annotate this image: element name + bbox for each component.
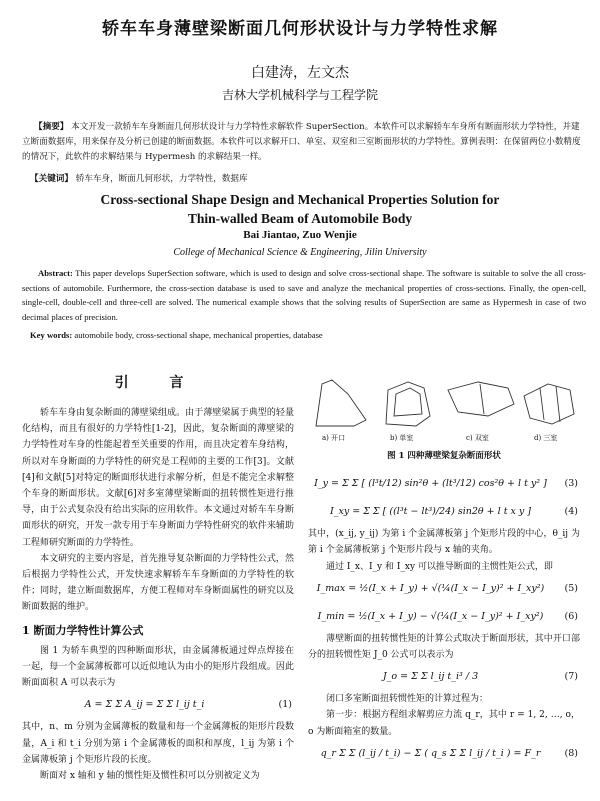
section-1-paragraph-1: 图 1 为轿车典型的四种断面形状，由金属薄板通过焊点焊接在一起，每一个金属薄板都可以近似地认为由小的矩形片段组成。因此断面面积 A 可以表示为	[22, 645, 294, 689]
equation-5-body: I_max = ½(I_x + I_y) + √(¼(I_x − I_y)² + I_xy²)	[316, 582, 545, 594]
section-1-paragraph-2: 其中，n、m 分别为金属薄板的数量和每一个金属薄板的矩形片段数量，A_i 和 t_i 分别为第 i 个金属薄板的面积和厚度，l_ij 为第 i 个金属薄板第 j 个矩形片段的长度。	[22, 722, 294, 765]
equation-5	[308, 575, 580, 603]
cross-section-shapes-figure	[308, 376, 580, 432]
figure-label-a: a) 开口	[322, 434, 346, 442]
right-paragraph-4: 闭口多室断面扭转惯性矩的计算过程为：	[326, 694, 489, 705]
paper-title-cn: 轿车车身薄壁梁断面几何形状设计与力学特性求解	[102, 19, 498, 39]
abstract-cn	[22, 120, 586, 165]
affiliation-cn: 吉林大学机械科学与工程学院	[221, 88, 378, 102]
right-column	[308, 372, 580, 768]
figure-label-b: b) 单室	[390, 434, 414, 442]
figure-1	[308, 376, 580, 446]
abstract-en-text: This paper develops SuperSection software, which is used to design and solve cross-sectional shape. The software is suitable to solve the all cross-sections of automobile. Furthermore, the cross-section database is used to save and analyze the mechanical properties of cross-sections. Finally, the open-cell, single-cell, double-cell and three-cell are solved. The numerical example shows that the solving results of SuperSection are same as Hypermesh in case of two decimal places of precision.	[22, 268, 586, 322]
equation-6-body: I_min = ½(I_x + I_y) − √(¼(I_x − I_y)² + I_xy²)	[317, 610, 544, 622]
equation-7	[308, 663, 580, 691]
figure-label-d: d) 三室	[534, 434, 558, 442]
equation-3-number: (3)	[564, 478, 578, 490]
equation-1-number: (1)	[278, 699, 292, 711]
intro-paragraph-2: 本文研究的主要内容是，首先推导复杂断面的力学特性公式，然后根据力学特性公式，开发快速求解轿车车身断面的力学特性的软件；同时，建立断面数据库，方便工程师对车身断面属性的研究以及断面数据的维护。	[22, 553, 294, 613]
keywords-cn-text: 轿车车身，断面几何形状，力学特性，数据库	[75, 174, 248, 184]
abstract-cn-label: 【摘要】	[34, 122, 69, 132]
keywords-en	[30, 330, 586, 340]
right-paragraph-5: 第一步：根据方程组求解剪应力流 q_r，其中 r = 1, 2, …, o，o 为断面箱室的数量。	[308, 710, 580, 737]
equation-3	[308, 470, 580, 498]
equation-8-number: (8)	[564, 747, 578, 759]
figure-label-c: c) 双室	[466, 434, 489, 442]
paper-title-en-line1: Cross-sectional Shape Design and Mechanical Properties Solution for	[100, 192, 500, 207]
equation-3-body: I_y = Σ Σ [ (l³t/12) sin²θ + (lt³/12) cos²θ + l t y² ]	[314, 478, 547, 490]
equation-1-body: A = Σ Σ A_ij = Σ Σ l_ij t_i	[84, 699, 205, 711]
equation-5-number: (5)	[564, 582, 578, 594]
right-paragraph-1: 其中，(x_ij, y_ij) 为第 i 个金属薄板第 j 个矩形片段的中心，θ_ij 为第 i 个金属薄板第 j 个矩形片段与 x 轴的夹角。	[308, 529, 580, 556]
equation-6-number: (6)	[564, 610, 578, 622]
abstract-en	[22, 266, 586, 324]
single-cell-inner-shape	[394, 388, 422, 416]
paper-title-en	[0, 190, 600, 228]
equation-4-body: I_xy = Σ Σ [ ((l³t − lt³)/24) sin2θ + l t x y ]	[329, 506, 532, 518]
double-cell-divider	[480, 384, 484, 414]
equation-8	[308, 740, 580, 768]
equation-8-body: q_r Σ Σ (l_ij / t_i) − Σ ( q_s Σ Σ l_ij / t_i ) = F_r	[320, 747, 541, 759]
equation-7-number: (7)	[564, 671, 578, 683]
open-section-shape	[316, 380, 366, 426]
section-1-heading: 1 断面力学特性计算公式	[22, 623, 144, 637]
authors-cn: 白建涛，左文杰	[251, 65, 349, 81]
abstract-cn-text: 本文开发一款轿车车身断面几何形状设计与力学特性求解软件 SuperSection。本软件可以求解轿车车身所有断面形状力学特性，并建立断面数据库，用来保存及分析已创建的断面数据。本软件可以求解开口、单室、双室和三室断面形状的力学特性。算例表明：在保留两位小数精度的情况下，此软件的求解结果与 Hypermesh 的求解结果一样。	[22, 122, 581, 162]
double-cell-shape	[448, 382, 514, 416]
figure-1-caption: 图 1 四种薄壁梁复杂断面形状	[387, 451, 501, 461]
abstract-en-label: Abstract:	[38, 268, 73, 278]
equation-4-number: (4)	[564, 506, 578, 518]
equation-4	[308, 498, 580, 526]
paper-title-en-line2: Thin-walled Beam of Automobile Body	[187, 211, 413, 226]
three-cell-divider-1	[540, 388, 544, 420]
right-paragraph-3: 薄壁断面的扭转惯性矩的计算公式取决于断面形状，其中开口部分的扭转惯性矩 J_0 公式可以表示为	[308, 633, 580, 661]
right-paragraph-2: 通过 I_x、I_y 和 I_xy 可以推导断面的主惯性矩公式，即	[326, 561, 553, 572]
left-column	[22, 372, 294, 784]
section-1-paragraph-3: 断面对 x 轴和 y 轴的惯性矩及惯性积可以分别被定义为	[40, 771, 260, 782]
equation-6	[308, 603, 580, 631]
intro-paragraph-1: 轿车车身由复杂断面的薄壁梁组成。由于薄壁梁属于典型的轻量化结构，而且有很好的力学特性[1-2]，因此，复杂断面的薄壁梁的力学特性对车身的性能起着至关重要的作用，而且决定着车身结构，所以对车身断面的力学特性的研究是工程师的主要的工作[3]。文献[4]和文献[5]对特定的断面形状进行求解分析，但是不能完全求解整个车身的断面形状。文献[6]对多室薄壁梁断面的扭转惯性矩进行推导，由于公式复杂没有给出实际的应用软件。本文通过对轿车车身断面形状的研究，开发一款专用于车身断面力学特性研究的软件来辅助工程师研究断面的力学特性。	[22, 408, 294, 548]
three-cell-shape	[524, 384, 574, 424]
keywords-en-label: Key words:	[30, 330, 73, 340]
equation-1	[22, 691, 294, 719]
keywords-cn	[30, 172, 586, 184]
three-cell-divider-2	[556, 386, 560, 422]
authors-en: Bai Jiantao, Zuo Wenjie	[243, 229, 357, 241]
keywords-cn-label: 【关键词】	[30, 174, 73, 184]
equation-7-body: J_o = Σ Σ l_ij t_i³ / 3	[382, 671, 479, 683]
intro-heading: 引 言	[114, 375, 202, 391]
affiliation-en: College of Mechanical Science & Engineering, Jilin University	[173, 247, 427, 258]
keywords-en-text: automobile body, cross-sectional shape, mechanical properties, database	[74, 330, 323, 340]
